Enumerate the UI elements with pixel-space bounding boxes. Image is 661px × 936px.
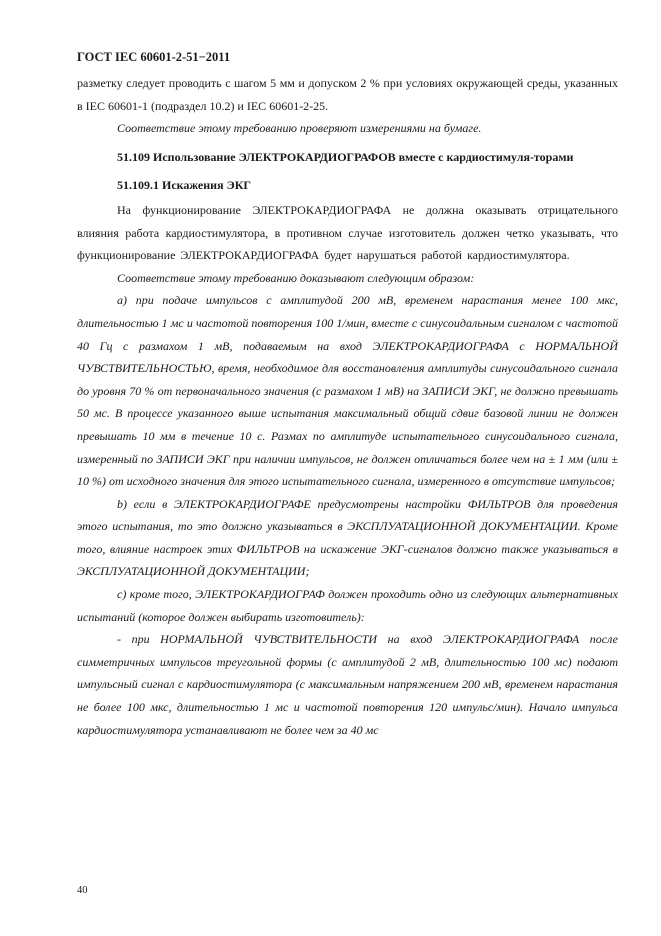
standard-header: ГОСТ IEC 60601-2-51−2011: [77, 50, 231, 64]
page-content: [77, 72, 618, 741]
section-heading-51-109: 51.109 Использование ЭЛЕКТРОКАРДИОГРАФОВ вместе с кардиостимуля-торами: [117, 149, 574, 164]
list-item-a: a) при подаче импульсов с амплитудой 200 мВ, временем нарастания менее 100 мкс, длительностью 1 мс и частотой повторения 100 1/мин, вместе с синусоидальным сигналом с частотой 40 Гц с размахом 1 мВ, подаваемым на вход ЭЛЕКТРОКАРДИОГРАФА с НОРМАЛЬНОЙ ЧУВСТВИТЕЛЬНОСТЬЮ, время, необходимое для восстановления амплитуды синусоидального сигнала до уровня 70 % от первоначального значения (с размахом 1 мВ) на ЗАПИСИ ЭКГ, не должно превышать 50 мс. В процессе указанного выше испытания максимальный общий сдвиг базовой линии не должен превышать 10 мм в течение 10 с. Размах по амплитуде испытательного синусоидального сигнала, измеренный по ЗАПИСИ ЭКГ при наличии импульсов, не должен отличаться более чем на ± 1 мм (или ± 10 %) от исходного значения для этого испытательного сигнала, измеренного в отсутствие импульсов;: [77, 293, 618, 489]
paragraph-pacemaker-influence: На функционирование ЭЛЕКТРОКАРДИОГРАФА не должна оказывать отрицательного влияния работа кардиостимулятора, в противном случае изготовитель должен четко указывать, что функционирование ЭЛЕКТРОКАРДИОГРАФА будет нарушаться работой кардиостимулятора.: [77, 202, 618, 263]
subsection-heading-51-109-1: 51.109.1 Искажения ЭКГ: [117, 178, 252, 193]
paragraph-compliance-paper: Соответствие этому требованию проверяют измерениями на бумаге.: [117, 121, 482, 136]
paragraph-compliance-method: Соответствие этому требованию доказывают следующим образом:: [117, 270, 475, 285]
page-number: 40: [77, 885, 88, 896]
paragraph-marking: разметку следует проводить с шагом 5 мм и допуском 2 % при условиях окружающей среды, указанных в IEC 60601-1 (подраздел 10.2) и IEC 60601-2-25.: [77, 76, 618, 113]
list-item-dash-normal-sensitivity: - при НОРМАЛЬНОЙ ЧУВСТВИТЕЛЬНОСТИ на вход ЭЛЕКТРОКАРДИОГРАФА после симметричных импульсов треугольной формы (с амплитудой 2 мВ, длительностью 100 мс) подают импульсный сигнал с кардиостимулятора (с максимальным напряжением 200 мВ, временем нарастания не более 100 мкс, длительностью 1 мс и частотой повторения 120 импульс/мин). Начало импульса кардиостимулятора устанавливают не более чем за 40 мс: [77, 632, 618, 737]
list-item-c: c) кроме того, ЭЛЕКТРОКАРДИОГРАФ должен проходить одно из следующих альтернативных испытаний (которое должен выбирать изготовитель):: [77, 587, 618, 624]
list-item-b: b) если в ЭЛЕКТРОКАРДИОГРАФЕ предусмотрены настройки ФИЛЬТРОВ для проведения этого испытания, то это должно указываться в ЭКСПЛУАТАЦИОННОЙ ДОКУМЕНТАЦИИ. Кроме того, влияние настроек этих ФИЛЬТРОВ на искажение ЭКГ-сигналов должно также указываться в ЭКСПЛУАТАЦИОННОЙ ДОКУМЕНТАЦИИ;: [77, 496, 618, 579]
